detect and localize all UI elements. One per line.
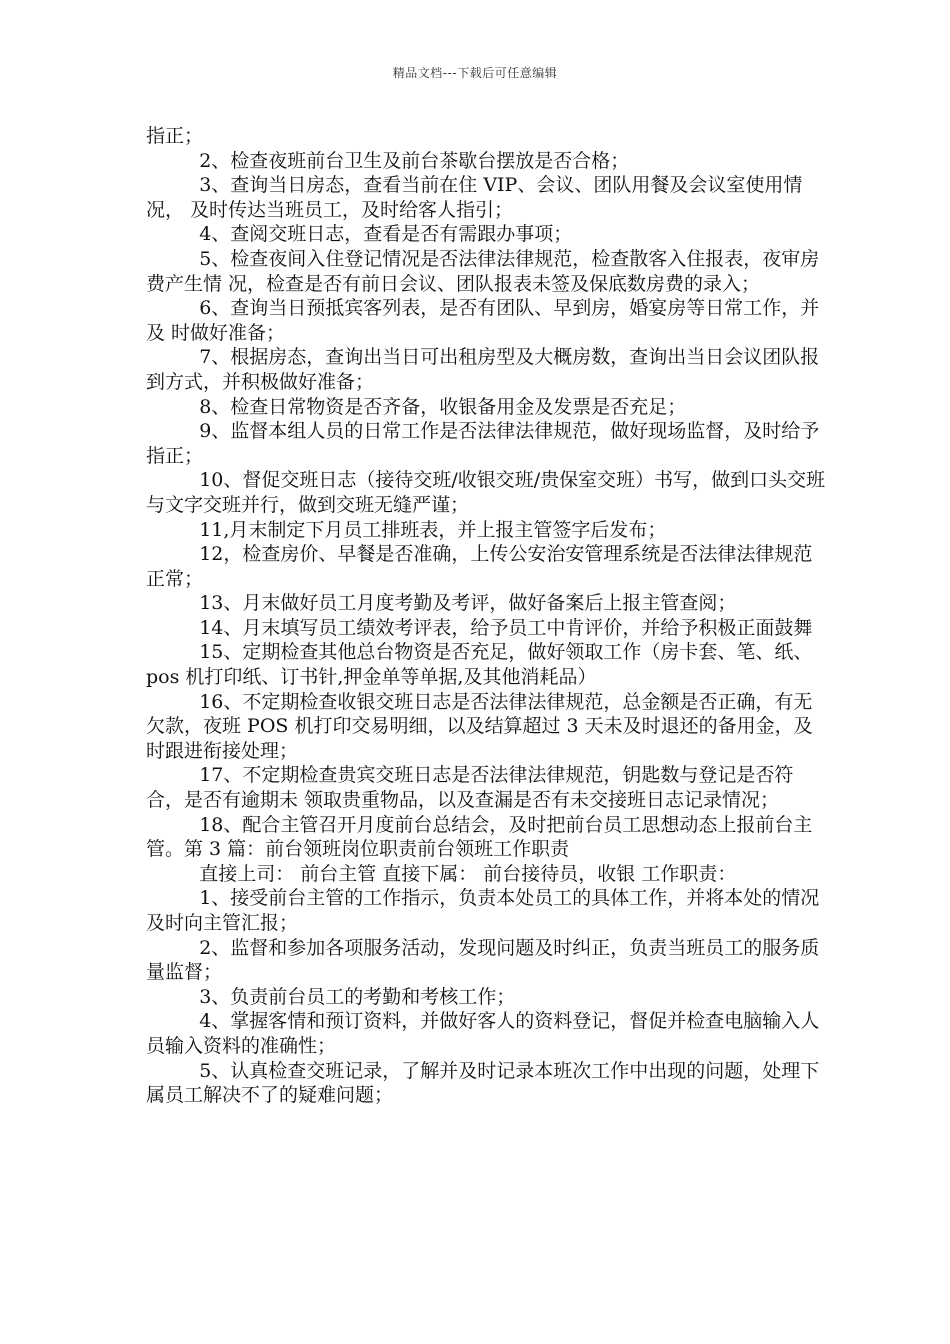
paragraph: 8、检查日常物资是否齐备，收银备用金及发票是否充足； bbox=[199, 395, 687, 418]
paragraph: 14、月末填写员工绩效考评表，给予员工中肯评价，并给予积极正面鼓舞 bbox=[199, 616, 813, 639]
paragraph: 17、不定期检查贵宾交班日志是否法律法律规范，钥匙数与登记是否符合，是否有逾期未 领取贵重物品，以及查漏是否有未交接班日志记录情况； bbox=[146, 764, 794, 812]
paragraph: 5、认真检查交班记录，了解并及时记录本班次工作中出现的问题，处理下属员工解决不了的疑难问题； bbox=[146, 1059, 820, 1107]
paragraph: 11,月末制定下月员工排班表，并上报主管签字后发布； bbox=[199, 518, 667, 541]
paragraph: 2、监督和参加各项服务活动，发现问题及时纠正，负责当班员工的服务质量监督； bbox=[146, 936, 820, 984]
paragraph: 4、掌握客情和预订资料，并做好客人的资料登记，督促并检查电脑输入人员输入资料的准确性； bbox=[146, 1010, 820, 1057]
document-body bbox=[146, 124, 826, 1108]
paragraph: 12，检查房价、早餐是否准确，上传公安治安管理系统是否法律法律规范正常； bbox=[146, 543, 813, 590]
paragraph: 10、督促交班日志（接待交班/收银交班/贵保室交班）书写，做到口头交班 与文字交班并行，做到交班无缝严谨； bbox=[146, 469, 826, 516]
paragraph: 指正； bbox=[146, 125, 204, 147]
paragraph: 7、根据房态，查询出当日可出租房型及大概房数，查询出当日会议团队报 到方式，并积极做好准备； bbox=[146, 346, 820, 393]
paragraph: 3、负责前台员工的考勤和考核工作； bbox=[199, 985, 516, 1008]
paragraph: 13、月末做好员工月度考勤及考评，做好备案后上报主管查阅； bbox=[199, 592, 737, 615]
paragraph: 18、配合主管召开月度前台总结会，及时把前台员工思想动态上报前台主管。第 3 篇：前台领班岗位职责前台领班工作职责 bbox=[146, 813, 813, 861]
paragraph: 16、不定期检查收银交班日志是否法律法律规范，总金额是否正确，有无欠款，夜班 POS 机打印交易明细，以及结算超过 3 天未及时退还的备用金，及时跟进衔接处理； bbox=[146, 690, 813, 762]
paragraph: 5、检查夜间入住登记情况是否法律法律规范，检查散客入住报表，夜审房费产生情 况，检查是否有前日会议、团队报表未签及保底数房费的录入； bbox=[146, 247, 820, 295]
paragraph: 1、接受前台主管的工作指示，负责本处员工的具体工作，并将本处的情况及时向主管汇报； bbox=[146, 887, 820, 934]
paragraph: 9、监督本组人员的日常工作是否法律法律规范，做好现场监督，及时给予指正； bbox=[146, 420, 820, 467]
paragraph: 6、查询当日预抵宾客列表，是否有团队、早到房，婚宴房等日常工作，并及 时做好准备； bbox=[146, 297, 820, 344]
paragraph: 15、定期检查其他总台物资是否充足，做好领取工作（房卡套、笔、纸、pos 机打印纸、订书针,押金单等单据,及其他消耗品） bbox=[146, 641, 813, 689]
paragraph: 2、检查夜班前台卫生及前台茶歇台摆放是否合格； bbox=[199, 149, 630, 172]
paragraph: 3、查询当日房态，查看当前在住 VIP、会议、团队用餐及会议室使用情况， 及时传达当班员工，及时给客人指引； bbox=[146, 174, 803, 221]
paragraph: 直接上司： 前台主管 直接下属： 前台接待员，收银 工作职责： bbox=[199, 862, 737, 885]
paragraph: 4、查阅交班日志，查看是否有需跟办事项； bbox=[199, 223, 573, 246]
page-header: 精品文档---下载后可任意编辑 bbox=[392, 66, 558, 80]
